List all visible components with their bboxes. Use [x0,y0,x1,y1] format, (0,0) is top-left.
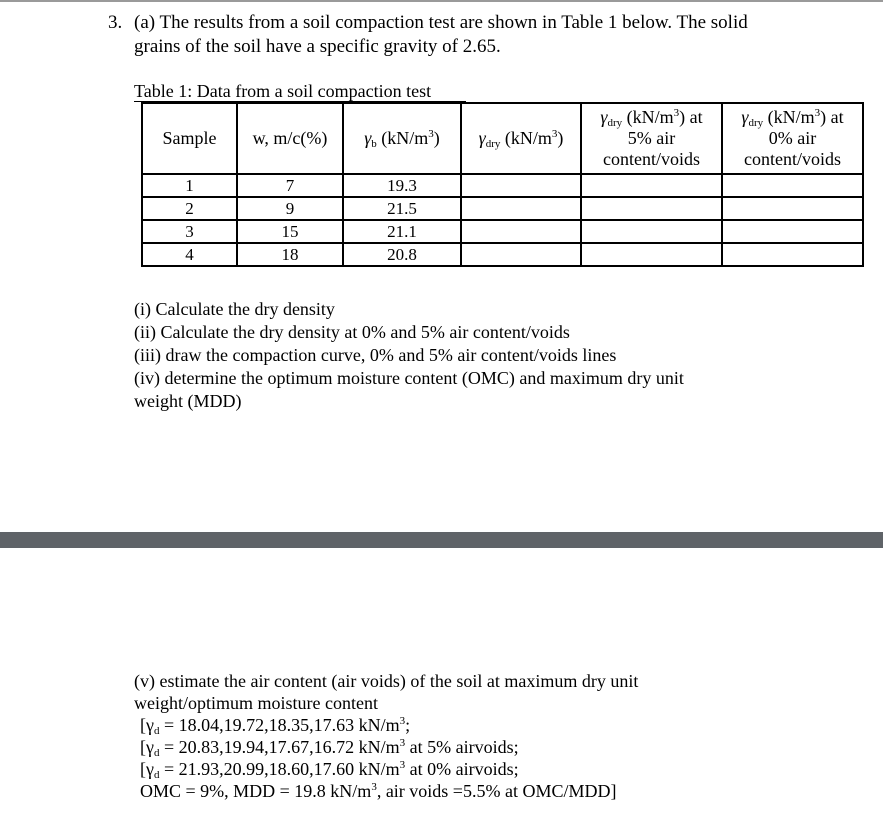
task-v-line-1: (v) estimate the air content (air voids) of the soil at maximum dry unit [134,671,639,691]
cell-gamma-dry-5 [581,197,722,220]
cell-sample: 4 [142,243,237,266]
table-row [142,220,863,243]
table-caption: Table 1: Data from a soil compaction test [134,81,432,101]
task-item: weight (MDD) [134,391,242,411]
answer-omc-mdd: OMC = 9%, MDD = 19.8 $kN/m^3$, air voids =5.5% at OMC/MDD] [140,781,617,801]
page-separator [0,532,883,548]
question-part-a-line-1: (a) The results from a soil compaction test are shown in Table 1 below. The solid [134,12,748,33]
table-row [142,243,863,266]
answer-5pct-airvoids: [$\gamma_d = 20.83,19.94,17.67,16.72$ $kN/m^3$ at 5% airvoids; [140,737,519,759]
table-row [142,197,863,220]
cell-gamma-b: 21.1 [343,220,461,243]
cell-gamma-dry [461,174,581,197]
cell-gamma-dry-0 [722,174,863,197]
cell-gamma-b: 19.3 [343,174,461,197]
header-bulk-unit-weight: $\gamma_b$ $(kN/m^3)$ [343,103,461,174]
header-dry-unit-weight: $\gamma_{dry}$ $(kN/m^3)$ [461,103,581,174]
cell-gamma-dry [461,197,581,220]
cell-gamma-dry [461,243,581,266]
cell-gamma-dry-0 [722,243,863,266]
cell-w: 9 [237,197,343,220]
cell-gamma-dry-0 [722,220,863,243]
cell-gamma-dry-5 [581,243,722,266]
cell-gamma-dry-0 [722,197,863,220]
table-row [142,174,863,197]
cell-gamma-dry-5 [581,220,722,243]
task-item: (i) Calculate the dry density [134,299,335,319]
answers-block [134,670,638,802]
table-header-row [142,103,863,174]
task-item: (iii) draw the compaction curve, 0% and 5% air content/voids lines [134,345,617,365]
header-dry-5pct-air: $\gamma_{dry}$ $(kN/m^3)$ at 5% air content/voids [581,103,722,174]
header-water-content: w, m/c(%) [237,103,343,174]
cell-gamma-b: 21.5 [343,197,461,220]
cell-sample: 1 [142,174,237,197]
header-dry-0pct-air: $\gamma_{dry}$ $(kN/m^3)$ at 0% air content/voids [722,103,863,174]
answer-0pct-airvoids: [$\gamma_d = 21.93,20.99,18.60,17.60$ $kN/m^3$ at 0% airvoids; [140,759,519,781]
question-part-a-line-2: grains of the soil have a specific gravity of 2.65. [134,36,501,57]
cell-w: 15 [237,220,343,243]
cell-gamma-b: 20.8 [343,243,461,266]
cell-w: 18 [237,243,343,266]
cell-w: 7 [237,174,343,197]
cell-sample: 2 [142,197,237,220]
cell-gamma-dry [461,220,581,243]
compaction-data-table [141,102,864,267]
answer-dry-unit-weights: [$\gamma_d = 18.04,19.72,18.35,17.63$ $kN/m^3$; [140,715,411,737]
task-item: (iv) determine the optimum moisture content (OMC) and maximum dry unit [134,368,684,388]
task-list [134,298,684,413]
task-item: (ii) Calculate the dry density at 0% and 5% air content/voids [134,322,570,342]
question-number: 3. [108,12,123,33]
task-v-line-2: weight/optimum moisture content [134,693,378,713]
header-sample: Sample [142,103,237,174]
cell-sample: 3 [142,220,237,243]
cell-gamma-dry-5 [581,174,722,197]
